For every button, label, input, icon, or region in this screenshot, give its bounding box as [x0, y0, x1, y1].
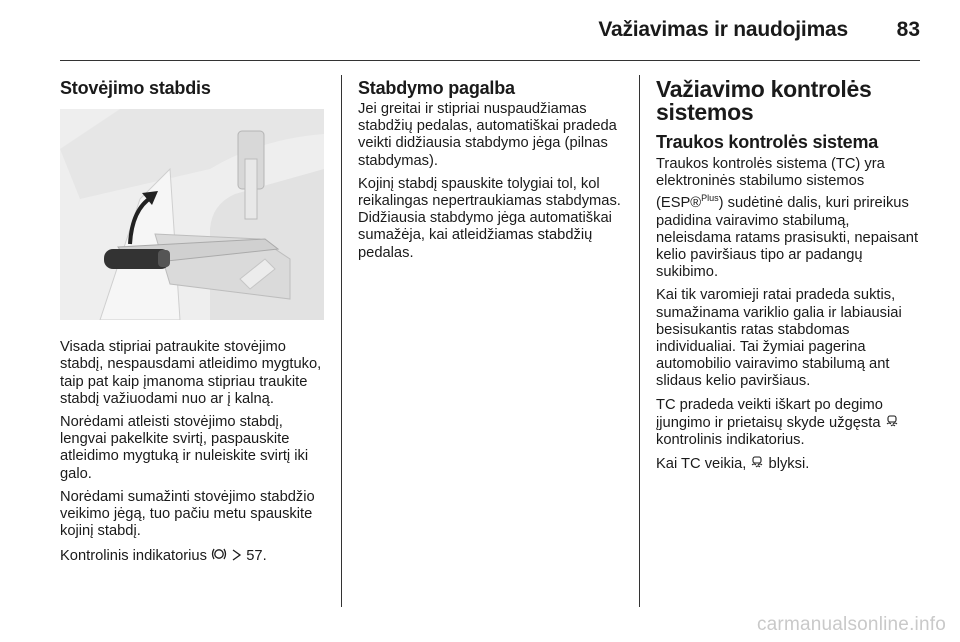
brake-assist-heading: Stabdymo pagalba — [358, 78, 515, 98]
esp-plus-sup: Plus — [701, 193, 719, 204]
traction-para-4-start: Kai TC veikia, — [656, 456, 747, 473]
traction-control-heading: Traukos kontrolės sistema — [656, 132, 879, 152]
brake-assist-para-2: Kojinį stabdį spauskite tolygiai tol, kol reikalingas nepertraukiamas stabdymas. Didžiausia stabdymo jėga automatiškai sumažėja, kai atleidžiamas stabdžių pedalas. — [358, 175, 621, 261]
traction-para-1-end: ) sudėtinė dalis, kuri prireikus padidina vairavimo stabilumą, neleisdama ratams prasisukti, nepaisant kelio paviršiaus tipo ar padangų sukibimo. — [656, 195, 919, 281]
driving-control-heading: Važiavimo kontrolės sistemos — [656, 76, 872, 125]
column-divider-2 — [639, 75, 640, 607]
parking-brake-heading: Stovėjimo stabdis — [60, 78, 211, 98]
handbrake-illustration — [60, 109, 324, 320]
watermark: carmanualsonline.info — [756, 614, 946, 635]
indicator-text: Kontrolinis indikatorius — [60, 548, 207, 565]
traction-control-icon — [750, 455, 764, 470]
column-parking-brake — [60, 62, 332, 572]
indicator-page-ref: 57. — [246, 548, 267, 565]
column-driving-control — [656, 62, 926, 479]
parking-brake-para-1: Visada stipriai patraukite stovėjimo stabdį, nespausdami atleidimo mygtuko, taip pat kaip įmanoma stipriau traukite stabdį važiuodami nuo ar į kalną. — [60, 339, 322, 407]
traction-para-3-end: kontrolinis indikatorius. — [656, 431, 805, 448]
column-brake-assist — [358, 62, 630, 268]
traction-control-icon — [885, 414, 899, 429]
traction-para-4-end: blyksi. — [768, 456, 810, 473]
parking-brake-indicator-line — [60, 546, 332, 565]
header-title: Važiavimas ir naudojimas — [598, 18, 848, 41]
parking-brake-para-3: Norėdami sumažinti stovėjimo stabdžio veikimo jėgą, tuo pačiu metu spauskite kojinį stabdį. — [60, 488, 315, 540]
traction-para-3-start: TC pradeda veikti iškart po degimo įjungimo ir prietaisų skyde užgęsta — [656, 396, 883, 431]
brake-assist-para-1: Jei greitai ir stipriai nuspaudžiamas stabdžių pedalas, automatiškai pradeda veikti didžiausia stabdymo jėga (pilnas stabdymas). — [358, 101, 617, 169]
page-number: 83 — [896, 18, 920, 41]
parking-brake-para-2: Norėdami atleisti stovėjimo stabdį, lengvai pakelkite svirtį, paspauskite atleidimo mygtuką ir nuleiskite svirtį iki galo. — [60, 414, 309, 482]
traction-para-1-start: Traukos kontrolės sistema (TC) yra elektroninės stabilumo sistemos (ESP® — [656, 156, 885, 212]
brake-warning-icon — [211, 546, 227, 562]
traction-para-1 — [656, 156, 926, 281]
traction-para-2: Kai tik varomieji ratai pradeda suktis, sumažinama variklio galia ir labiausiai besisukantis ratas stabdomas individualiai. Tai žymiai pagerina automobilio vairavimo stabilumą ant slidaus kelio paviršiaus. — [656, 287, 902, 390]
column-divider-1 — [341, 75, 342, 607]
traction-para-4 — [656, 455, 926, 473]
page-header — [60, 0, 920, 61]
page-reference-icon — [231, 548, 242, 562]
traction-para-3 — [656, 397, 926, 450]
